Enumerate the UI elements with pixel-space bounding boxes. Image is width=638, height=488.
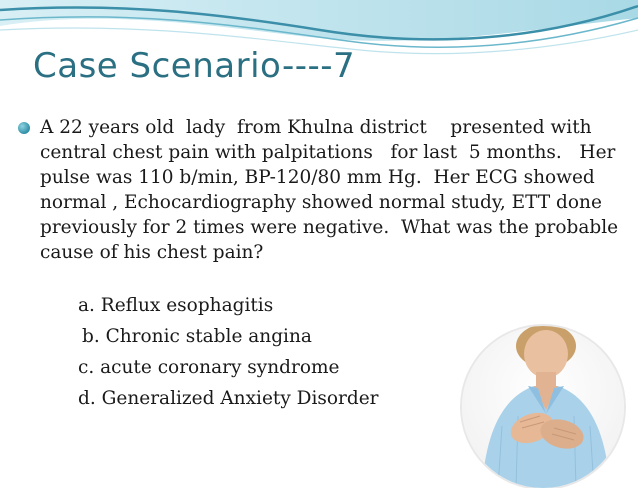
option-b: b. Chronic stable angina [82, 326, 312, 347]
option-d: d. Generalized Anxiety Disorder [78, 388, 379, 409]
case-question-text: A 22 years old lady from Khulna district presented with central chest pain with palpitations for last 5 months. Her pulse was 110 b/min, BP-120/80 mm Hg. Her ECG showed normal , Echocardiography showed normal study, ETT done previously for 2 times were negative. What was the probable cause of his chest pain? [40, 117, 634, 263]
option-c: c. acute coronary syndrome [78, 357, 340, 378]
answer-options [78, 290, 379, 414]
slide-title: Case Scenario----7 [33, 46, 356, 86]
option-a: a. Reflux esophagitis [78, 295, 274, 316]
case-question-block [18, 115, 634, 265]
question-bullet-row [18, 115, 634, 265]
woman-holding-chest-icon [462, 326, 624, 488]
bullet-dot-icon [18, 122, 30, 134]
woman-chest-pain-photo [462, 326, 624, 488]
